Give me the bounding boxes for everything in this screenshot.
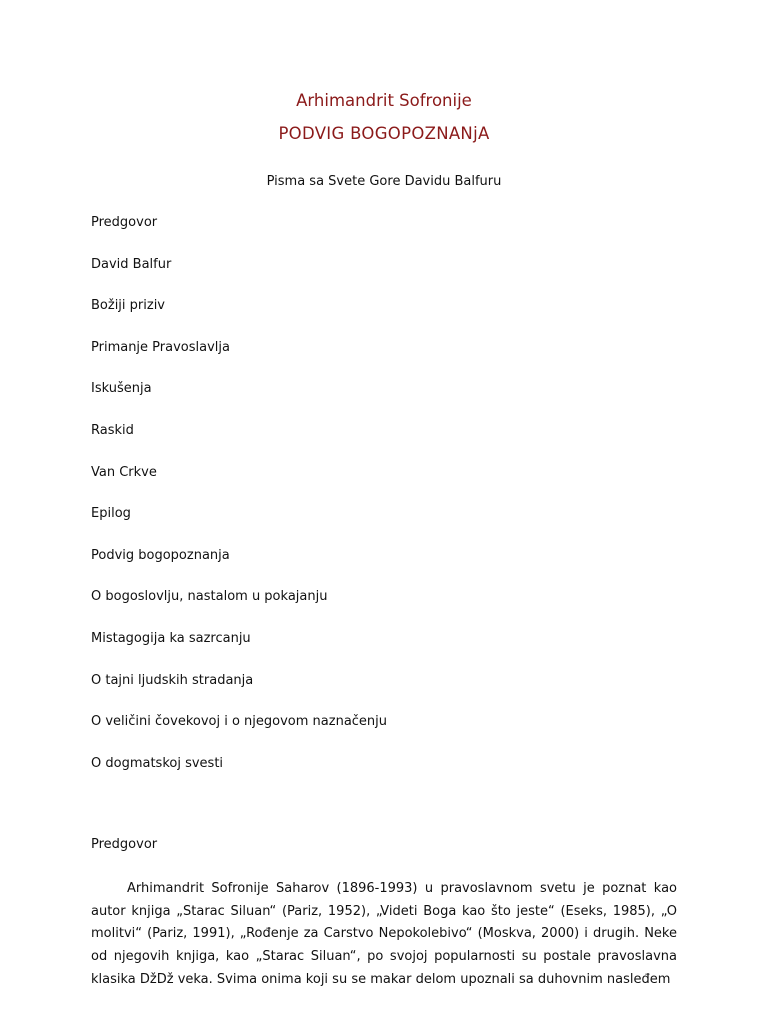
toc-item: Van Crkve (91, 464, 157, 480)
toc-item: Raskid (91, 422, 134, 438)
body-paragraph: Arhimandrit Sofronije Saharov (1896-1993) u pravoslavnom svetu je poznat kao autor knjiga „Starac Siluan“ (Pariz, 1952), „Videti Boga kao što jeste“ (Eseks, 1985), „O molitvi“ (Pariz, 1991), „Rođenje za Carstvo Nepokolebivo“ (Moskva, 2000) i drugih. Neke od njegovih knjiga, kao „Starac Siluan“, po svojoj popularnosti su postale pravoslavna klasika DžDž veka. Svima onima koji su se makar delom upoznali sa duhovnim nasleđem (91, 881, 677, 987)
document-title: PODVIG BOGOPOZNANjA (278, 124, 490, 143)
toc-item: Epilog (91, 506, 131, 522)
section-heading: Predgovor (91, 837, 158, 852)
toc-item: Predgovor (91, 215, 158, 230)
toc-item: Mistagogija ka sazrcanju (91, 630, 251, 646)
toc-item: Primanje Pravoslavlja (91, 339, 230, 355)
toc-item: O tajni ljudskih stradanja (91, 672, 254, 688)
toc-item: Podvig bogopoznanja (91, 547, 230, 563)
toc-item: Božiji priziv (91, 298, 166, 314)
toc-item: Iskušenja (91, 381, 152, 397)
document-subtitle: Pisma sa Svete Gore Davidu Balfuru (266, 174, 502, 189)
author-name: Arhimandrit Sofronije (296, 91, 472, 110)
toc-item: O bogoslovlju, nastalom u pokajanju (91, 589, 328, 605)
toc-item: O veličini čovekovoj i o njegovom naznačenju (91, 714, 388, 730)
toc-item: David Balfur (91, 256, 172, 272)
toc-item: O dogmatskoj svesti (91, 755, 224, 771)
table-of-contents (91, 214, 387, 796)
